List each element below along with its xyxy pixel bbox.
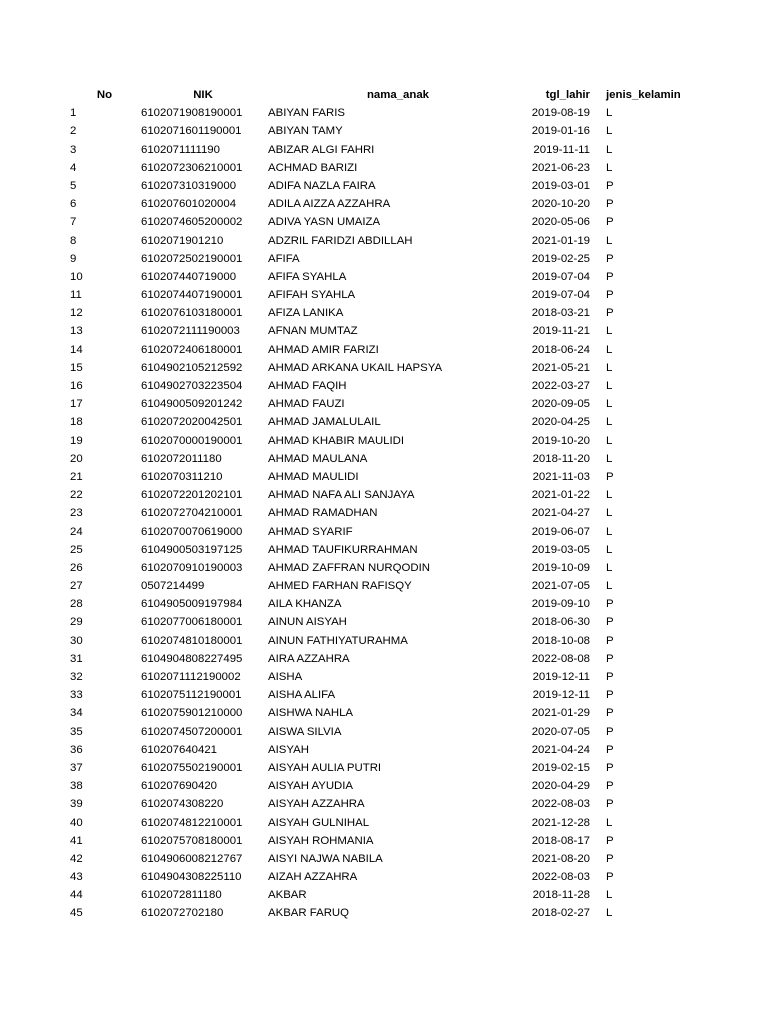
cell-jenis-kelamin: P xyxy=(606,689,614,702)
table-row xyxy=(0,814,768,832)
cell-nik: 6102075112190001 xyxy=(141,689,242,702)
cell-jenis-kelamin: L xyxy=(606,452,613,465)
cell-jenis-kelamin: P xyxy=(606,707,614,720)
cell-nama-anak: AISYAH AZZAHRA xyxy=(268,798,365,811)
table-row xyxy=(0,613,768,631)
cell-tgl-lahir: 2022-08-03 xyxy=(531,871,590,884)
cell-jenis-kelamin: P xyxy=(606,725,614,738)
cell-nik: 610207640421 xyxy=(141,743,218,756)
cell-nik: 6102071601190001 xyxy=(141,125,242,138)
cell-tgl-lahir: 2019-02-25 xyxy=(531,252,590,265)
cell-no: 18 xyxy=(70,416,83,429)
cell-nama-anak: AIRA AZZAHRA xyxy=(268,652,350,665)
cell-no: 3 xyxy=(70,143,77,156)
cell-tgl-lahir: 2021-04-27 xyxy=(531,507,590,520)
cell-no: 14 xyxy=(70,343,83,356)
cell-nik: 6102071111190 xyxy=(141,143,220,156)
cell-no: 6 xyxy=(70,198,77,211)
table-row xyxy=(0,468,768,486)
cell-no: 24 xyxy=(70,525,83,538)
table-body xyxy=(0,104,768,922)
cell-nik: 6104900503197125 xyxy=(141,543,243,556)
cell-jenis-kelamin: P xyxy=(606,743,614,756)
cell-no: 19 xyxy=(70,434,83,447)
cell-tgl-lahir: 2019-07-04 xyxy=(531,289,590,302)
cell-tgl-lahir: 2022-03-27 xyxy=(531,380,590,392)
cell-nik: 6102070311210 xyxy=(141,470,223,483)
table-row xyxy=(0,268,768,286)
cell-jenis-kelamin: P xyxy=(606,252,614,265)
table-row xyxy=(0,668,768,686)
cell-tgl-lahir: 2019-03-01 xyxy=(531,179,590,192)
cell-tgl-lahir: 2018-11-28 xyxy=(532,889,590,902)
cell-nama-anak: AFNAN MUMTAZ xyxy=(268,325,358,338)
cell-nama-anak: AHMAD KHABIR MAULIDI xyxy=(268,434,405,447)
cell-nik: 6102072011180 xyxy=(141,452,222,465)
cell-nik: 6102070070619000 xyxy=(141,525,243,538)
cell-nama-anak: AISHA ALIFA xyxy=(268,689,336,702)
cell-jenis-kelamin: P xyxy=(606,671,614,683)
cell-no: 5 xyxy=(70,179,77,192)
cell-nama-anak: AHMAD AMIR FARIZI xyxy=(268,343,379,356)
cell-nama-anak: ADIVA YASN UMAIZA xyxy=(268,216,381,229)
cell-no: 45 xyxy=(70,907,83,920)
cell-tgl-lahir: 2019-02-15 xyxy=(531,761,590,774)
cell-no: 23 xyxy=(70,507,83,520)
cell-nik: 6104906008212767 xyxy=(141,852,243,865)
cell-tgl-lahir: 2021-11-03 xyxy=(532,470,590,483)
cell-nik: 6102071112190002 xyxy=(141,671,241,683)
cell-nik: 6102074605200002 xyxy=(141,216,243,229)
table-row xyxy=(0,141,768,159)
cell-nama-anak: AINUN FATHIYATURAHMA xyxy=(268,634,408,647)
cell-jenis-kelamin: P xyxy=(606,307,614,320)
cell-jenis-kelamin: P xyxy=(606,780,614,793)
cell-no: 34 xyxy=(70,707,83,720)
table-row xyxy=(0,159,768,177)
cell-tgl-lahir: 2018-10-08 xyxy=(531,634,590,647)
header-jenis-kelamin: jenis_kelamin xyxy=(606,89,681,101)
cell-nama-anak: AHMAD MAULANA xyxy=(268,452,368,465)
cell-nama-anak: AISHWA NAHLA xyxy=(268,707,354,720)
table-row xyxy=(0,377,768,395)
cell-jenis-kelamin: P xyxy=(606,871,614,884)
cell-tgl-lahir: 2019-07-04 xyxy=(531,270,590,283)
cell-nama-anak: AFIFAH SYAHLA xyxy=(268,289,356,302)
cell-nik: 6102075708180001 xyxy=(141,834,243,847)
cell-no: 15 xyxy=(70,361,83,374)
cell-nama-anak: AFIFA xyxy=(268,252,300,265)
cell-nama-anak: AISYAH AYUDIA xyxy=(268,780,354,793)
cell-nama-anak: AISYAH AULIA PUTRI xyxy=(268,761,382,774)
cell-nik: 6102074812210001 xyxy=(141,816,243,829)
cell-no: 36 xyxy=(70,743,83,756)
cell-jenis-kelamin: P xyxy=(606,270,614,283)
cell-jenis-kelamin: P xyxy=(606,652,614,665)
cell-nama-anak: AISYAH ROHMANIA xyxy=(268,834,374,847)
table-row xyxy=(0,232,768,250)
cell-no: 27 xyxy=(70,580,83,593)
cell-no: 44 xyxy=(70,889,83,902)
table-row xyxy=(0,704,768,722)
cell-jenis-kelamin: L xyxy=(606,125,613,138)
cell-nama-anak: ADZRIL FARIDZI ABDILLAH xyxy=(268,234,413,247)
table-row xyxy=(0,195,768,213)
cell-tgl-lahir: 2021-08-20 xyxy=(531,852,590,865)
cell-jenis-kelamin: L xyxy=(606,580,613,593)
cell-nama-anak: AIZAH AZZAHRA xyxy=(268,871,358,884)
table-row xyxy=(0,286,768,304)
cell-tgl-lahir: 2018-08-17 xyxy=(531,834,590,847)
table-row xyxy=(0,395,768,413)
cell-no: 40 xyxy=(70,816,83,829)
cell-no: 8 xyxy=(70,234,77,247)
cell-tgl-lahir: 2020-10-20 xyxy=(531,198,590,211)
table-row xyxy=(0,450,768,468)
cell-tgl-lahir: 2021-01-29 xyxy=(531,707,590,720)
cell-no: 25 xyxy=(70,543,83,556)
cell-nama-anak: AKBAR FARUQ xyxy=(268,907,350,920)
table-row xyxy=(0,595,768,613)
table-row xyxy=(0,122,768,140)
cell-no: 4 xyxy=(70,161,77,174)
cell-no: 22 xyxy=(70,489,83,502)
cell-tgl-lahir: 2018-03-21 xyxy=(531,307,590,320)
cell-tgl-lahir: 2021-06-23 xyxy=(531,161,590,174)
cell-no: 28 xyxy=(70,598,83,611)
cell-no: 7 xyxy=(70,216,77,229)
cell-nama-anak: AKBAR xyxy=(268,889,307,902)
cell-tgl-lahir: 2021-01-22 xyxy=(531,489,590,502)
cell-nama-anak: AHMAD ZAFFRAN NURQODIN xyxy=(268,561,430,574)
cell-tgl-lahir: 2018-06-30 xyxy=(531,616,590,629)
cell-nama-anak: AHMAD RAMADHAN xyxy=(268,507,378,520)
header-tgl-lahir: tgl_lahir xyxy=(545,89,590,101)
cell-tgl-lahir: 2020-04-25 xyxy=(531,416,590,429)
cell-nama-anak: AILA KHANZA xyxy=(268,598,342,611)
cell-no: 31 xyxy=(70,652,83,665)
cell-tgl-lahir: 2018-02-27 xyxy=(531,907,590,920)
cell-no: 41 xyxy=(70,834,83,847)
cell-nik: 6102072702180 xyxy=(141,907,224,920)
cell-tgl-lahir: 2019-12-11 xyxy=(532,671,590,683)
cell-no: 29 xyxy=(70,616,83,629)
table-row xyxy=(0,177,768,195)
cell-jenis-kelamin: P xyxy=(606,198,614,211)
cell-jenis-kelamin: L xyxy=(606,543,613,556)
cell-jenis-kelamin: P xyxy=(606,834,614,847)
cell-nama-anak: AFIFA SYAHLA xyxy=(268,270,347,283)
table-row xyxy=(0,523,768,541)
cell-no: 26 xyxy=(70,561,83,574)
cell-nik: 6102074507200001 xyxy=(141,725,243,738)
cell-nik: 6104904808227495 xyxy=(141,652,243,665)
table-row xyxy=(0,504,768,522)
cell-tgl-lahir: 2019-11-11 xyxy=(533,143,590,156)
table-row xyxy=(0,632,768,650)
cell-no: 42 xyxy=(70,852,83,865)
cell-nik: 6104902105212592 xyxy=(141,361,243,374)
cell-nik: 6102077006180001 xyxy=(141,616,243,629)
cell-jenis-kelamin: L xyxy=(606,361,613,374)
cell-jenis-kelamin: L xyxy=(606,507,613,520)
cell-jenis-kelamin: P xyxy=(606,289,614,302)
cell-nik: 610207440719000 xyxy=(141,270,237,283)
cell-nama-anak: AFIZA LANIKA xyxy=(268,307,344,320)
cell-nama-anak: ABIYAN FARIS xyxy=(268,107,346,120)
cell-nik: 6104905009197984 xyxy=(141,598,243,611)
header-nama-anak: nama_anak xyxy=(366,89,430,101)
table-row xyxy=(0,432,768,450)
cell-nik: 6104902703223504 xyxy=(141,380,243,392)
cell-jenis-kelamin: P xyxy=(606,761,614,774)
table-row xyxy=(0,213,768,231)
cell-nik: 6102072406180001 xyxy=(141,343,243,356)
table-row xyxy=(0,322,768,340)
cell-jenis-kelamin: L xyxy=(606,907,613,920)
cell-nama-anak: AHMAD ARKANA UKAIL HAPSYA xyxy=(268,361,443,374)
table-row xyxy=(0,850,768,868)
table-row xyxy=(0,577,768,595)
cell-nik: 610207601020004 xyxy=(141,198,237,211)
cell-jenis-kelamin: P xyxy=(606,798,614,811)
table-row xyxy=(0,250,768,268)
cell-tgl-lahir: 2019-11-21 xyxy=(532,325,590,338)
header-no: No xyxy=(96,89,113,101)
cell-nik: 6102071908190001 xyxy=(141,107,243,120)
cell-no: 35 xyxy=(70,725,83,738)
cell-tgl-lahir: 2018-06-24 xyxy=(531,343,590,356)
cell-nik: 6102071901210 xyxy=(141,234,224,247)
table-row xyxy=(0,541,768,559)
table-row xyxy=(0,795,768,813)
table-row xyxy=(0,723,768,741)
table-row xyxy=(0,341,768,359)
cell-nik: 6102072704210001 xyxy=(141,507,243,520)
cell-jenis-kelamin: L xyxy=(606,107,613,120)
cell-no: 43 xyxy=(70,871,83,884)
cell-tgl-lahir: 2019-01-16 xyxy=(531,125,590,138)
cell-jenis-kelamin: L xyxy=(606,343,613,356)
cell-jenis-kelamin: L xyxy=(606,561,613,574)
cell-nama-anak: ABIZAR ALGI FAHRI xyxy=(268,143,375,156)
table-row xyxy=(0,104,768,122)
cell-nik: 6102076103180001 xyxy=(141,307,243,320)
cell-tgl-lahir: 2022-08-08 xyxy=(531,652,590,665)
cell-jenis-kelamin: P xyxy=(606,598,614,611)
cell-nik: 6102075901210000 xyxy=(141,707,243,720)
cell-nama-anak: ADILA AIZZA AZZAHRA xyxy=(268,198,391,211)
cell-jenis-kelamin: L xyxy=(606,434,613,447)
cell-no: 16 xyxy=(70,380,83,392)
cell-nik: 610207690420 xyxy=(141,780,218,793)
table-row xyxy=(0,486,768,504)
cell-tgl-lahir: 2019-03-05 xyxy=(531,543,590,556)
cell-jenis-kelamin: L xyxy=(606,380,613,392)
cell-jenis-kelamin: L xyxy=(606,489,613,502)
cell-nik: 6102074407190001 xyxy=(141,289,243,302)
cell-no: 10 xyxy=(70,270,83,283)
header-nik: NIK xyxy=(193,89,213,101)
cell-jenis-kelamin: L xyxy=(606,143,613,156)
cell-tgl-lahir: 2021-04-24 xyxy=(531,743,590,756)
table-row xyxy=(0,777,768,795)
cell-tgl-lahir: 2019-12-11 xyxy=(532,689,590,702)
cell-jenis-kelamin: L xyxy=(606,416,613,429)
cell-nama-anak: ACHMAD BARIZI xyxy=(268,161,358,174)
cell-jenis-kelamin: P xyxy=(606,470,614,483)
cell-nama-anak: AISYAH xyxy=(268,743,309,756)
table-row xyxy=(0,741,768,759)
cell-nama-anak: AISYI NAJWA NABILA xyxy=(268,852,383,865)
cell-nama-anak: AHMAD JAMALULAIL xyxy=(268,416,381,429)
cell-nama-anak: AHMAD FAQIH xyxy=(268,380,347,392)
table-row xyxy=(0,868,768,886)
cell-jenis-kelamin: L xyxy=(606,234,613,247)
table-row xyxy=(0,904,768,922)
cell-nama-anak: ABIYAN TAMY xyxy=(268,125,343,138)
cell-nik: 6102072201202101 xyxy=(141,489,243,502)
cell-tgl-lahir: 2019-10-09 xyxy=(531,561,590,574)
cell-no: 12 xyxy=(70,307,83,320)
table-row xyxy=(0,559,768,577)
cell-nama-anak: AINUN AISYAH xyxy=(268,616,347,629)
cell-tgl-lahir: 2020-07-05 xyxy=(531,725,590,738)
cell-tgl-lahir: 2019-10-20 xyxy=(531,434,590,447)
cell-nik: 6104900509201242 xyxy=(141,398,243,411)
cell-nama-anak: AHMAD FAUZI xyxy=(268,398,345,411)
cell-tgl-lahir: 2019-08-19 xyxy=(531,107,590,120)
cell-no: 1 xyxy=(70,107,77,120)
cell-nik: 6102074308220 xyxy=(141,798,224,811)
table-row xyxy=(0,832,768,850)
cell-tgl-lahir: 2018-11-20 xyxy=(532,452,590,465)
cell-nik: 6102074810180001 xyxy=(141,634,243,647)
cell-no: 39 xyxy=(70,798,83,811)
cell-nik: 6102072111190003 xyxy=(141,325,240,338)
cell-no: 32 xyxy=(70,671,83,683)
cell-jenis-kelamin: P xyxy=(606,852,614,865)
cell-nik: 6102072306210001 xyxy=(141,161,243,174)
table-row xyxy=(0,650,768,668)
cell-jenis-kelamin: P xyxy=(606,216,614,229)
cell-tgl-lahir: 2020-05-06 xyxy=(531,216,590,229)
cell-tgl-lahir: 2021-05-21 xyxy=(531,361,590,374)
cell-no: 9 xyxy=(70,252,77,265)
cell-jenis-kelamin: L xyxy=(606,525,613,538)
cell-jenis-kelamin: L xyxy=(606,398,613,411)
cell-tgl-lahir: 2021-01-19 xyxy=(531,234,590,247)
cell-tgl-lahir: 2019-06-07 xyxy=(531,525,590,538)
cell-no: 37 xyxy=(70,761,83,774)
cell-nik: 6104904308225110 xyxy=(141,871,242,884)
cell-nik: 6102072502190001 xyxy=(141,252,243,265)
cell-no: 20 xyxy=(70,452,83,465)
cell-jenis-kelamin: P xyxy=(606,616,614,629)
cell-tgl-lahir: 2021-12-28 xyxy=(531,816,590,829)
cell-nik: 6102072811180 xyxy=(141,889,222,902)
cell-tgl-lahir: 2021-07-05 xyxy=(531,580,590,593)
cell-tgl-lahir: 2020-09-05 xyxy=(531,398,590,411)
cell-no: 13 xyxy=(70,325,83,338)
cell-nik: 6102075502190001 xyxy=(141,761,243,774)
cell-tgl-lahir: 2019-09-10 xyxy=(531,598,590,611)
table-row xyxy=(0,359,768,377)
cell-no: 2 xyxy=(70,125,77,138)
cell-no: 11 xyxy=(70,289,82,302)
cell-nama-anak: AISWA SILVIA xyxy=(268,725,342,738)
table-row xyxy=(0,886,768,904)
cell-jenis-kelamin: L xyxy=(606,161,613,174)
cell-jenis-kelamin: L xyxy=(606,816,613,829)
cell-no: 17 xyxy=(70,398,83,411)
cell-jenis-kelamin: P xyxy=(606,179,614,192)
cell-nama-anak: AHMAD NAFA ALI SANJAYA xyxy=(268,489,415,502)
cell-nik: 6102070910190003 xyxy=(141,561,243,574)
cell-jenis-kelamin: L xyxy=(606,889,613,902)
cell-nama-anak: AISYAH GULNIHAL xyxy=(268,816,370,829)
cell-nik: 6102070000190001 xyxy=(141,434,243,447)
cell-nama-anak: AHMED FARHAN RAFISQY xyxy=(268,580,412,593)
cell-no: 33 xyxy=(70,689,83,702)
cell-nik: 610207310319000 xyxy=(141,179,237,192)
table-row xyxy=(0,759,768,777)
cell-tgl-lahir: 2020-04-29 xyxy=(531,780,590,793)
cell-tgl-lahir: 2022-08-03 xyxy=(531,798,590,811)
cell-no: 30 xyxy=(70,634,83,647)
data-table xyxy=(0,86,768,923)
cell-nama-anak: AHMAD SYARIF xyxy=(268,525,353,538)
cell-nik: 6102072020042501 xyxy=(141,416,243,429)
cell-nama-anak: ADIFA NAZLA FAIRA xyxy=(268,179,376,192)
table-row xyxy=(0,304,768,322)
cell-nama-anak: AISHA xyxy=(268,671,303,683)
cell-nama-anak: AHMAD MAULIDI xyxy=(268,470,359,483)
cell-nik: 0507214499 xyxy=(141,580,205,593)
cell-no: 21 xyxy=(70,470,83,483)
cell-no: 38 xyxy=(70,780,83,793)
cell-jenis-kelamin: P xyxy=(606,634,614,647)
table-row xyxy=(0,413,768,431)
cell-jenis-kelamin: L xyxy=(606,325,613,338)
table-header xyxy=(0,86,768,104)
cell-nama-anak: AHMAD TAUFIKURRAHMAN xyxy=(268,543,418,556)
table-row xyxy=(0,686,768,704)
